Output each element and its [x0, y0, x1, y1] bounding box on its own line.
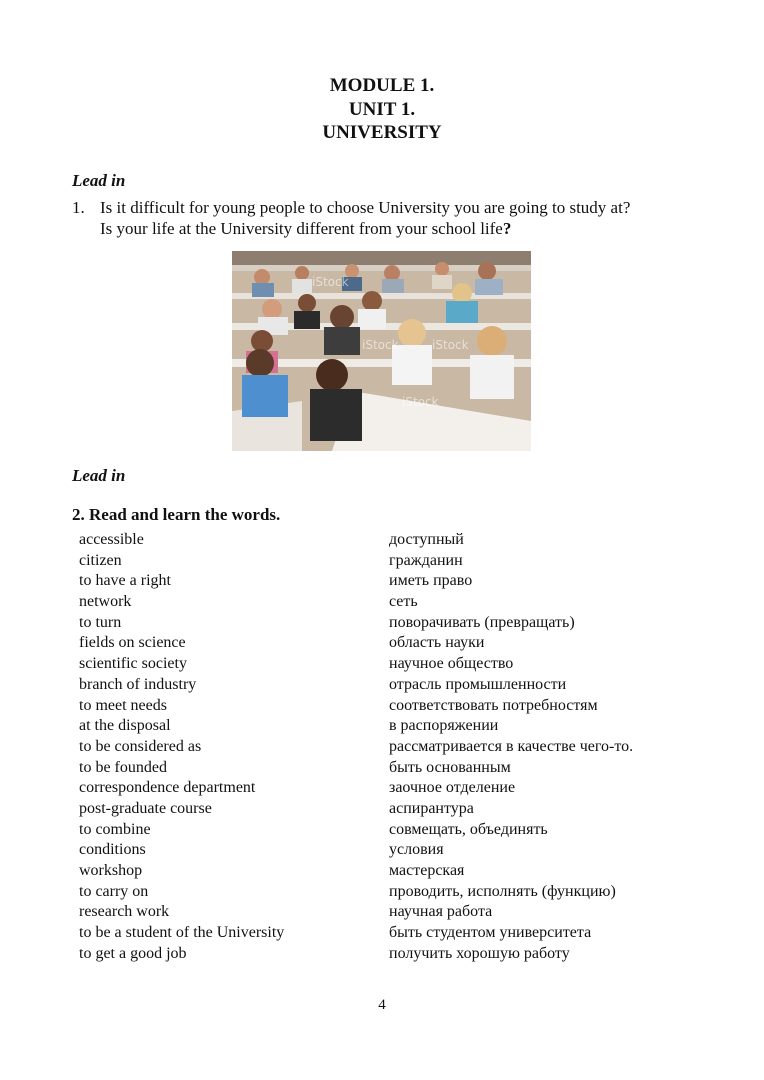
vocab-row — [79, 861, 719, 882]
page-number: 4 — [378, 997, 386, 1013]
watermark-4: iStock — [402, 395, 439, 409]
vocab-russian: гражданин — [389, 551, 463, 569]
vocab-english: to meet needs — [79, 696, 167, 714]
vocab-row — [79, 758, 719, 779]
vocab-english: citizen — [79, 551, 122, 569]
lead-in-heading-1: Lead in — [72, 171, 126, 190]
vocab-heading: 2. Read and learn the words. — [72, 505, 281, 524]
vocab-russian: получить хорошую работу — [389, 944, 570, 962]
vocab-row — [79, 592, 719, 613]
vocab-russian: научная работа — [389, 903, 493, 921]
page-title — [0, 74, 764, 145]
vocab-english: to have a right — [79, 572, 171, 590]
vocab-english: accessible — [79, 531, 144, 548]
vocab-russian: в распоряжении — [389, 717, 499, 735]
vocab-english: to be considered as — [79, 737, 202, 755]
vocab-english: fields on science — [79, 634, 186, 652]
vocab-russian: быть основанным — [389, 758, 511, 776]
vocab-english: workshop — [79, 862, 143, 879]
vocab-english: post-graduate course — [79, 799, 212, 817]
question-mark: ? — [502, 218, 512, 238]
watermark-3: iStock — [432, 338, 469, 352]
vocab-russian: аспирантура — [389, 799, 474, 817]
vocab-row — [79, 923, 719, 944]
vocab-row — [79, 654, 719, 675]
vocab-english: correspondence department — [79, 779, 256, 797]
topic-title: UNIVERSITY — [322, 122, 442, 143]
vocab-russian: научное общество — [389, 655, 514, 673]
vocab-english: at the disposal — [79, 717, 171, 735]
vocab-english: scientific society — [79, 655, 187, 673]
vocab-english: branch of industry — [79, 675, 197, 693]
vocab-row — [79, 799, 719, 820]
vocab-russian: совмещать, объединять — [389, 820, 548, 838]
vocab-russian: быть студентом университета — [389, 924, 592, 942]
vocab-row — [79, 696, 719, 717]
module-title: MODULE 1. — [329, 75, 435, 96]
vocab-russian: заочное отделение — [389, 779, 516, 797]
vocab-row — [79, 633, 719, 654]
vocab-english: to carry on — [79, 882, 149, 900]
question-number: 1. — [72, 198, 85, 217]
vocab-english: to turn — [79, 613, 122, 631]
vocab-english: research work — [79, 903, 170, 921]
vocab-row — [79, 820, 719, 841]
vocab-russian: соответствовать потребностям — [389, 696, 598, 714]
unit-title: UNIT 1. — [348, 98, 416, 120]
vocab-english: to be a student of the University — [79, 924, 285, 942]
vocab-row — [79, 675, 719, 696]
vocab-english: to be founded — [79, 758, 167, 776]
watermark-2: iStock — [362, 338, 399, 352]
vocab-row — [79, 571, 719, 592]
vocab-russian: условия — [389, 841, 444, 859]
vocab-russian: рассматривается в качестве чего-то. — [389, 737, 634, 755]
question-line-2: Is your life at the University different from your school life — [100, 218, 503, 238]
vocab-russian: область науки — [389, 634, 485, 652]
vocab-row — [79, 613, 719, 634]
vocab-row — [79, 737, 719, 758]
vocab-row — [79, 840, 719, 861]
vocab-russian: отрасль промышленности — [389, 675, 567, 693]
vocab-row — [79, 902, 719, 923]
lecture-hall-photo — [232, 251, 531, 451]
vocab-russian: сеть — [389, 593, 418, 611]
vocab-english: network — [79, 593, 132, 611]
vocab-english: conditions — [79, 841, 146, 859]
vocab-russian: иметь право — [389, 572, 473, 590]
vocab-list — [79, 530, 719, 964]
vocab-russian: поворачивать (превращать) — [389, 613, 575, 631]
vocab-row — [79, 530, 719, 551]
lead-in-heading-2: Lead in — [72, 466, 126, 485]
vocab-russian: доступный — [389, 531, 464, 548]
question-line-1: Is it difficult for young people to choose University you are going to study at? — [100, 198, 631, 217]
vocab-row — [79, 551, 719, 572]
vocab-row — [79, 778, 719, 799]
vocab-row — [79, 882, 719, 903]
watermark-1: iStock — [312, 275, 349, 289]
vocab-russian: проводить, исполнять (функцию) — [389, 882, 616, 900]
question-1 — [72, 198, 712, 239]
vocab-row — [79, 716, 719, 737]
vocab-english: to combine — [79, 820, 151, 838]
vocab-russian: мастерская — [389, 862, 465, 879]
vocab-row — [79, 944, 719, 965]
vocab-english: to get a good job — [79, 944, 187, 962]
